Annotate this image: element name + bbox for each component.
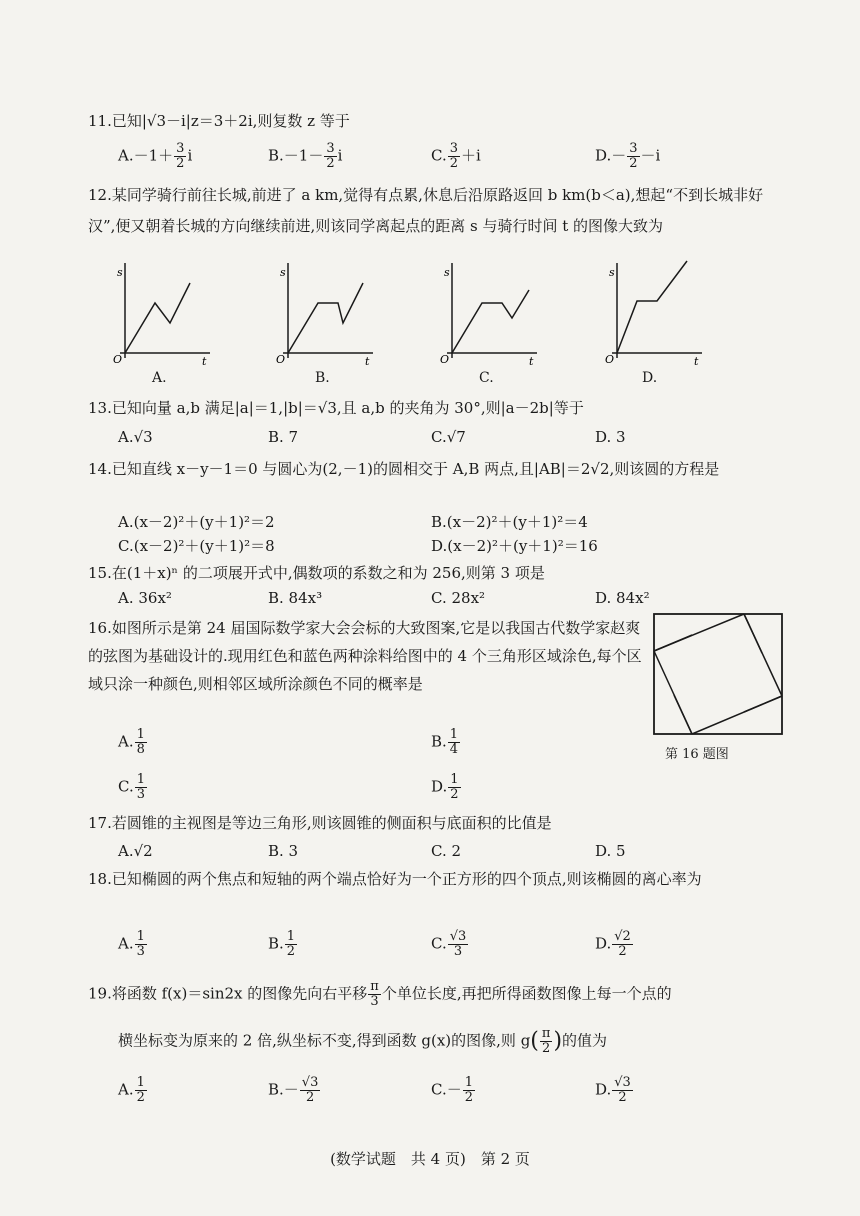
option-d: D. 84x² [595,589,650,607]
graph-d [602,258,722,378]
question-12-stem: 12.某同学骑行前往长城,前进了 a km,觉得有点累,休息后沿原路返回 b km(b＜a),想起“不到长城非好汉”,便又朝着长城的方向继续前进,则该同学离起点的距离 s 与骑行时间 t 的图像大致为 [88,186,764,235]
question-17-stem: 17.若圆锥的主视图是等边三角形,则该圆锥的侧面积与底面积的比值是 [88,814,552,832]
graph-c [437,258,557,378]
question-19-stem-line1: 19.将函数 f(x)＝sin2x 的图像先向右平移 $\frac{\pi}{3}$ 个单位长度,再把所得函数图像上每一个点的 [88,979,672,1009]
option-c: C. $\frac{1}{3}$ [118,772,145,802]
axis-s-label: s [444,266,450,279]
question-18-stem: 18.已知椭圆的两个焦点和短轴的两个端点恰好为一个正方形的四个顶点,则该椭圆的离心率为 [88,870,702,888]
question-15-stem: 15.在(1＋x)ⁿ 的二项展开式中,偶数项的系数之和为 256,则第 3 项是 [88,564,545,582]
question-11-stem: 11.已知|√3－i|z＝3＋2i,则复数 z 等于 [88,112,350,130]
axis-t-label: t [694,355,699,368]
option-c: C.－ $\frac{1}{2}$ [431,1075,473,1105]
origin-label: O [440,353,450,366]
option-c: C. 2 [431,842,462,860]
option-d: D.(x－2)²＋(y＋1)²＝16 [431,537,598,555]
option-d: D. $\frac{√3}{2}$ [595,1075,631,1105]
option-b: B. $\frac{1}{4}$ [431,727,459,757]
graph-c-label: C. [479,370,494,386]
graph-d-label: D. [642,370,658,386]
option-c: C.√7 [431,428,466,446]
graph-a-label: A. [152,370,167,386]
graph-a [110,258,230,378]
option-c: C. $\frac{3}{2}$ ＋i [431,141,481,171]
origin-label: O [113,353,123,366]
graph-b [273,258,393,378]
option-b: B. $\frac{1}{2}$ [268,929,296,959]
option-b: B. 7 [268,428,299,446]
option-d: D. $\frac{1}{2}$ [431,772,459,802]
axis-t-label: t [365,355,370,368]
option-c: C. 28x² [431,589,486,607]
option-a: A.√3 [118,428,153,446]
question-16-stem: 16.如图所示是第 24 届国际数学家大会会标的大致图案,它是以我国古代数学家赵爽的弦图为基础设计的.现用红色和蓝色两种涂料给图中的 4 个三角形区域涂色,每个区域只涂一种颜色,则相邻区域所涂颜色不同的概率是 [88,619,642,693]
origin-label: O [276,353,286,366]
axis-s-label: s [609,266,615,279]
option-a: A. 36x² [118,589,172,607]
option-a: A.√2 [118,842,153,860]
option-c: C. $\frac{√3}{3}$ [431,929,467,959]
option-b: B.－ $\frac{√3}{2}$ [268,1075,319,1105]
axis-s-label: s [280,266,286,279]
option-b: B. 3 [268,842,299,860]
option-a: A. $\frac{1}{3}$ [118,929,145,959]
question-13-stem: 13.已知向量 a,b 满足|a|＝1,|b|＝√3,且 a,b 的夹角为 30°,则|a－2b|等于 [88,399,584,417]
figure-16-caption: 第 16 题图 [665,747,729,762]
graph-b-label: B. [315,370,330,386]
option-d: D.－ $\frac{3}{2}$ －i [595,141,661,171]
option-b: B. 84x³ [268,589,323,607]
question-14-stem: 14.已知直线 x－y－1＝0 与圆心为(2,－1)的圆相交于 A,B 两点,且|AB|＝2√2,则该圆的方程是 [88,460,720,478]
option-a: A.(x－2)²＋(y＋1)²＝2 [118,513,275,531]
zhao-shuang-string-diagram [652,612,784,736]
axis-t-label: t [202,355,207,368]
page-footer: (数学试题 共 4 页) 第 2 页 [330,1150,530,1168]
option-b: B.－1－ $\frac{3}{2}$ i [268,141,343,171]
question-19-stem-line2: 横坐标变为原来的 2 倍,纵坐标不变,得到函数 g(x)的图像,则 g( $\frac{\pi}{2}$ )的值为 [118,1026,608,1056]
option-a: A. $\frac{1}{8}$ [118,727,145,757]
axis-t-label: t [529,355,534,368]
option-d: D. 3 [595,428,626,446]
option-b: B.(x－2)²＋(y＋1)²＝4 [431,513,588,531]
option-d: D. $\frac{√2}{2}$ [595,929,631,959]
option-d: D. 5 [595,842,626,860]
origin-label: O [605,353,615,366]
axis-s-label: s [117,266,123,279]
option-a: A.－1＋ $\frac{3}{2}$ i [118,141,193,171]
option-a: A. $\frac{1}{2}$ [118,1075,145,1105]
option-c: C.(x－2)²＋(y＋1)²＝8 [118,537,275,555]
